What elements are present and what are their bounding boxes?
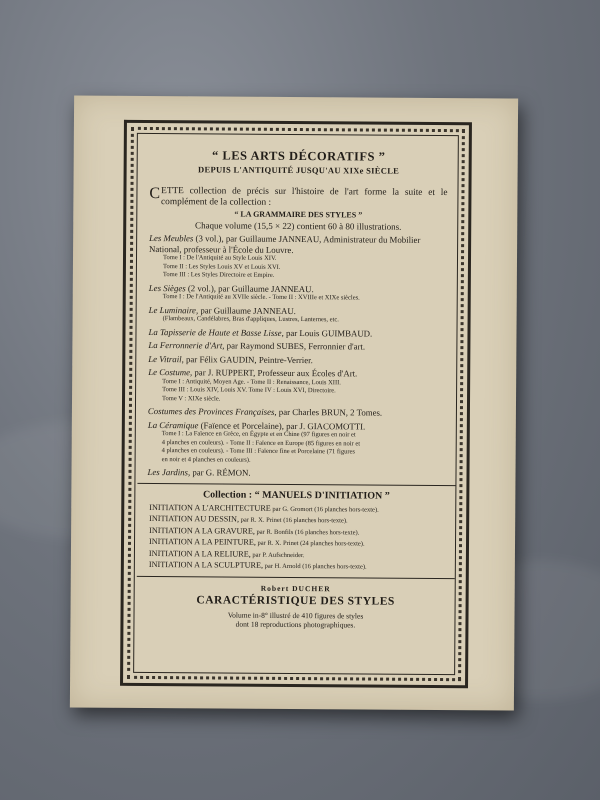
- book-entry: [147, 467, 445, 480]
- book-entry: [148, 340, 446, 353]
- book-details: (3 vol.), par Guillaume JANNEAU, Administrateur du Mobilier National, professeur à l'École du Louvre.: [149, 233, 421, 255]
- book-entry: [148, 326, 446, 339]
- book-entry: [149, 282, 447, 303]
- book-title: Les Jardins: [147, 466, 189, 478]
- book-title: Les Sièges: [148, 282, 186, 293]
- cover-content: [146, 142, 447, 630]
- initiation-label: INITIATION A LA PEINTURE,: [148, 536, 256, 547]
- book-title: Le Costume: [148, 366, 191, 378]
- book-details: , par Raymond SUBES, Ferronnier d'art.: [222, 340, 366, 352]
- initiation-detail: par G. Gromort (16 planches hors-texte).: [270, 505, 379, 514]
- initiation-item: [147, 560, 445, 574]
- footer-photos-line: dont 18 reproductions photographiques.: [235, 619, 356, 629]
- initiation-detail: par R. Bonfils (16 planches hors-texte).: [254, 528, 360, 536]
- book-details: , par Guillaume JANNEAU.: [195, 304, 296, 316]
- book-title: Costumes des Provinces Françaises: [147, 405, 275, 417]
- tome-line: 4 planches en couleurs). - Tome III : Faïence fine et Porcelaine (71 figures: [161, 447, 355, 456]
- tome-line: 4 planches en couleurs). - Tome II : Faïence en Europe (85 figures en noir et: [161, 438, 361, 447]
- intro-paragraph: [149, 186, 447, 210]
- initiation-label: INITIATION A LA SCULPTURE,: [148, 559, 264, 570]
- book-entry: [148, 419, 446, 466]
- tome-line: en noir et 4 planches en couleurs).: [161, 455, 251, 464]
- book-details: , par Charles BRUN, 2 Tomes.: [274, 406, 383, 418]
- book-back-cover: [70, 95, 518, 710]
- tome-line: Tome I : De l'Antiquité au Style Louis XIV.: [162, 254, 277, 262]
- divider: [137, 575, 455, 578]
- footer-title: CARACTÉRISTIQUE DES STYLES: [196, 593, 395, 608]
- book-title: Le Vitrail: [148, 353, 182, 364]
- footer-volume-line: Volume in-8° illustré de 410 figures de styles: [227, 610, 364, 620]
- book-entry: [149, 233, 447, 282]
- tome-line: Tome I : La Faïence en Grèce, en Égypte et en Chine (97 figures en noir et: [161, 430, 356, 439]
- series-subtitle: DEPUIS L'ANTIQUITÉ JUSQU'AU XIXe SIÈCLE: [198, 164, 400, 176]
- book-title: Le Luminaire: [148, 304, 197, 315]
- book-details: , par G. RÉMON.: [187, 467, 251, 478]
- book-title: La Céramique: [147, 419, 199, 430]
- collection-title: Collection : “ MANUELS D'INITIATION ”: [202, 488, 390, 502]
- book-title: La Tapisserie de Haute et Basse Lisse: [148, 326, 282, 338]
- initiation-label: INITIATION A LA GRAVURE,: [149, 525, 255, 536]
- intro-text: ETTE collection de précis sur l'histoire de l'art forme la suite et le complément de la collection :: [161, 186, 448, 208]
- initiation-label: INITIATION AU DESSIN,: [149, 513, 240, 524]
- book-details: , par Félix GAUDIN, Peintre-Verrier.: [181, 353, 313, 365]
- book-details: , par J. RUPPERT, Professeur aux Écoles d'Art.: [189, 367, 358, 379]
- book-entry: [149, 304, 447, 325]
- initiation-detail: par R. X. Prinet (24 planches hors-texte).: [255, 539, 365, 548]
- tome-line: Tome II : Les Styles Louis XV et Louis XVI.: [162, 262, 281, 271]
- drop-cap: C: [149, 184, 161, 203]
- initiation-detail: par P. Aufschneider.: [250, 551, 305, 559]
- book-details: , par Louis GUIMBAUD.: [281, 327, 373, 339]
- tome-line: Tome I : Antiquité, Moyen Age. - Tome II : Renaissance, Louis XIII.: [162, 377, 341, 386]
- footer-volume: [146, 609, 444, 629]
- volume-note: Chaque volume (15,5 × 22) contient 60 à 80 illustrations.: [195, 220, 402, 232]
- tome-line: (Flambeaux, Candélabres, Bras d'appliques, Lustres, Lanternes, etc.: [162, 315, 339, 324]
- initiation-list: [147, 502, 445, 573]
- footer-author: Robert DUCHER: [260, 583, 331, 593]
- book-entry: [148, 367, 446, 405]
- initiation-label: INITIATION A L'ARCHITECTURE: [149, 502, 271, 513]
- decorative-frame: [120, 120, 472, 688]
- inner-border: [133, 133, 459, 675]
- divider: [137, 482, 455, 485]
- grammaire-title: “ LA GRAMMAIRE DES STYLES ”: [234, 209, 363, 220]
- tome-line: Tome III : Les Styles Directoire et Empire.: [162, 271, 275, 279]
- book-details: (2 vol.), par Guillaume JANNEAU.: [185, 282, 314, 294]
- book-entry: [148, 353, 446, 366]
- book-entry: [148, 406, 446, 419]
- initiation-label: INITIATION A LA RELIURE,: [148, 548, 251, 559]
- book-title: La Ferronnerie d'Art: [148, 339, 223, 351]
- initiation-detail: par R. X. Prinet (16 planches hors-texte).: [238, 516, 348, 525]
- tome-line: Tome V : XIXe siècle.: [162, 394, 221, 402]
- entries-list: [147, 233, 447, 480]
- tome-line: Tome I : De l'Antiquité au XVIIe siècle. - Tome II : XVIIIe et XIXe siècles.: [162, 293, 360, 302]
- book-details: (Faïence et Porcelaine), par J. GIACOMOTTI.: [198, 419, 366, 431]
- series-title: “ LES ARTS DÉCORATIFS ”: [211, 148, 386, 164]
- tome-line: Tome III : Louis XIV, Louis XV. Tome IV : Louis XVI, Directoire.: [162, 386, 336, 395]
- book-title: Les Meubles: [149, 232, 194, 244]
- initiation-detail: par H. Arnold (16 planches hors-texte).: [263, 562, 367, 571]
